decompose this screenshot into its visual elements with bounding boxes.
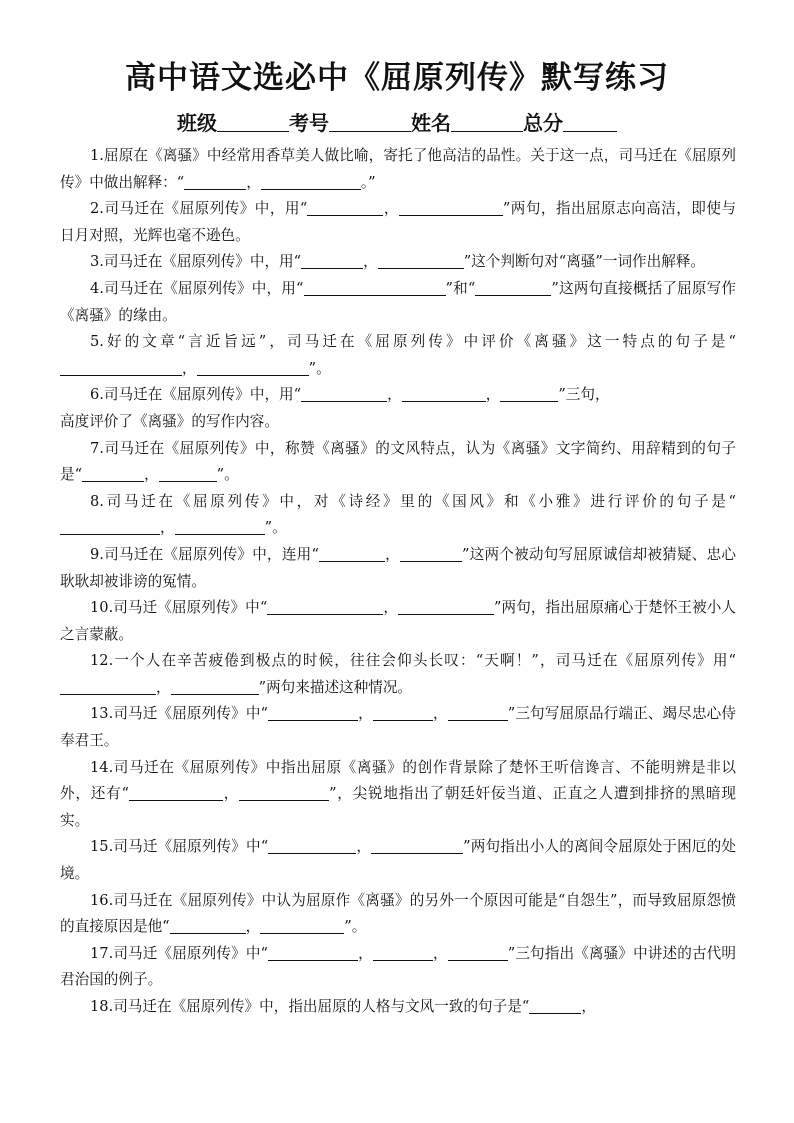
answer-blank[interactable]: [373, 944, 433, 961]
question-text: ，: [387, 386, 402, 404]
question-7: [60, 436, 736, 489]
question-text: 18.司马迁在《屈原列传》中，指出屈原的人格与文风一致的句子是“: [90, 998, 530, 1015]
answer-blank[interactable]: [371, 837, 463, 854]
question-text: 16.司马迁在《屈原列传》中认为屈原作《离骚》的另外一个原因可能是“自怨生”，而导致屈原怨愤的直接原因是他“: [60, 891, 736, 936]
answer-blank[interactable]: [239, 784, 329, 801]
answer-blank[interactable]: [301, 385, 387, 402]
answer-blank[interactable]: [304, 279, 446, 296]
question-text: ”两句指出小人的离间令屈原处于困厄的处境。: [60, 838, 736, 883]
question-text: ”。: [264, 519, 287, 537]
question-text: ，: [432, 705, 448, 723]
answer-blank[interactable]: [448, 704, 508, 721]
question-text: 3.司马迁在《屈原列传》中，用“: [90, 253, 302, 271]
question-14: [60, 755, 736, 835]
answer-blank[interactable]: [60, 518, 160, 535]
question-text: ，: [144, 466, 159, 484]
answer-blank[interactable]: [129, 784, 223, 801]
answer-blank[interactable]: [60, 678, 156, 695]
answer-blank[interactable]: [184, 173, 246, 190]
question-text: ，: [383, 200, 399, 218]
question-text: ，: [356, 838, 372, 856]
answer-blank[interactable]: [500, 385, 558, 402]
answer-blank[interactable]: [268, 944, 358, 961]
answer-blank[interactable]: [307, 199, 383, 216]
answer-blank[interactable]: [529, 997, 581, 1014]
question-text: 8.司马迁在《屈原列传》中，对《诗经》里的《国风》和《小雅》进行评价的句子是“: [90, 492, 736, 510]
question-10: [60, 595, 736, 648]
question-text: ，: [156, 678, 171, 696]
name-blank[interactable]: [451, 111, 523, 132]
question-16: [60, 888, 736, 941]
answer-blank[interactable]: [261, 173, 361, 190]
question-8: [60, 489, 736, 542]
question-text: 6.司马迁在《屈原列传》中，用“: [90, 386, 302, 404]
question-text: ，: [363, 253, 378, 271]
question-6: [60, 382, 736, 435]
question-text: ”。: [344, 918, 367, 936]
question-text: ，: [383, 599, 399, 617]
question-text: 。”: [360, 173, 376, 191]
student-info-line: [0, 108, 794, 138]
answer-blank[interactable]: [268, 837, 356, 854]
question-text: ，: [182, 359, 197, 377]
question-text: ，: [581, 998, 596, 1015]
name-label: 姓名: [411, 111, 451, 135]
question-4: [60, 276, 736, 329]
answer-blank[interactable]: [398, 598, 494, 615]
answer-blank[interactable]: [399, 199, 503, 216]
question-text: 17.司马迁《屈原列传》中“: [90, 944, 269, 962]
question-text: ，: [358, 944, 373, 962]
question-text: ”两句，指出屈原志向高洁，即使与日月对照，光辉也毫不逊色。: [60, 200, 736, 244]
answer-blank[interactable]: [260, 917, 344, 934]
question-text: 14.司马迁在《屈原列传》中指出屈原《离骚》的创作背景除了楚怀王听信谗言、不能明辨是非以外，还有“: [60, 758, 736, 803]
question-13: [60, 701, 736, 754]
question-text: ”这两个被动句写屈原诚信却被猜疑、忠心耿耿却被诽谤的冤情。: [60, 545, 736, 590]
answer-blank[interactable]: [159, 465, 217, 482]
answer-blank[interactable]: [267, 598, 383, 615]
answer-blank[interactable]: [373, 704, 433, 721]
answer-blank[interactable]: [175, 518, 265, 535]
question-text: ”，尖锐地指出了朝廷奸佞当道、正直之人遭到排挤的黑暗现实。: [60, 785, 736, 829]
question-1: [60, 143, 736, 196]
class-blank[interactable]: [217, 111, 289, 132]
question-text: 2.司马迁在《屈原列传》中，用“: [90, 200, 308, 218]
answer-blank[interactable]: [60, 359, 182, 376]
answer-blank[interactable]: [319, 545, 385, 562]
question-18: [60, 994, 736, 1021]
question-17: [60, 941, 736, 994]
question-text: ”三句，: [558, 386, 610, 404]
page-title: 高中语文选必中《屈原列传》默写练习: [125, 60, 669, 96]
question-9: [60, 542, 736, 595]
question-text: 7.司马迁在《屈原列传》中，称赞《离骚》的文风特点，认为《离骚》文字简约、用辞精到的句子是“: [60, 439, 736, 484]
question-text: 12.一个人在辛苦疲倦到极点的时候，往往会仰头长叹：“天啊！”，司马迁在《屈原列传》用“: [90, 652, 736, 670]
question-15: [60, 834, 736, 887]
answer-blank[interactable]: [197, 359, 309, 376]
question-list: [60, 143, 736, 1021]
question-text: ，: [160, 519, 175, 537]
question-text: 5.好的文章“言近旨远”，司马迁在《屈原列传》中评价《离骚》这一特点的句子是“: [90, 333, 736, 351]
question-text: ，: [432, 944, 448, 962]
question-text: ”三句写屈原品行端正、竭尽忠心侍奉君王。: [60, 705, 737, 750]
question-5: [60, 329, 736, 382]
question-3: [60, 249, 736, 276]
question-text: ，: [358, 705, 373, 723]
answer-blank[interactable]: [268, 704, 358, 721]
answer-blank[interactable]: [475, 279, 551, 296]
question-text: 13.司马迁《屈原列传》中“: [90, 705, 269, 723]
answer-blank[interactable]: [301, 252, 363, 269]
answer-blank[interactable]: [82, 465, 144, 482]
answer-blank[interactable]: [378, 252, 464, 269]
question-text: ”这个判断句对“离骚”一词作出解释。: [463, 253, 706, 271]
answer-blank[interactable]: [400, 545, 462, 562]
question-12: [60, 648, 736, 701]
question-text: ，: [245, 918, 261, 936]
exam-number-label: 考号: [289, 111, 329, 135]
question-text: ”和“: [445, 279, 476, 297]
question-text: ，: [222, 785, 240, 803]
question-text: 15.司马迁《屈原列传》中“: [90, 838, 269, 856]
answer-blank[interactable]: [402, 385, 486, 402]
question-2: [60, 196, 736, 249]
question-text: 1.屈原在《离骚》中经常用香草美人做比喻，寄托了他高洁的品性。关于这一点，司马迁在《屈原列传》中做出解释：“: [60, 147, 736, 191]
answer-blank[interactable]: [448, 944, 508, 961]
exam-number-blank[interactable]: [329, 111, 411, 132]
question-text: ，: [246, 173, 261, 191]
question-text: ”两句来描述这种情况。: [258, 678, 413, 696]
question-text: ”。: [216, 466, 239, 484]
question-text: 高度评价了《离骚》的写作内容。: [60, 412, 279, 430]
question-text: ，: [485, 386, 501, 404]
question-text: ”。: [308, 359, 331, 377]
question-text: ”三句指出《离骚》中讲述的古代明君治国的例子。: [60, 944, 737, 989]
question-text: 4.司马迁在《屈原列传》中，用“: [90, 279, 304, 297]
question-text: ”这两句直接概括了屈原写作《离骚》的缘由。: [60, 279, 736, 324]
score-blank[interactable]: [563, 111, 617, 132]
answer-blank[interactable]: [170, 917, 246, 934]
question-text: 9.司马迁在《屈原列传》中，连用“: [90, 545, 319, 563]
question-text: 10.司马迁《屈原列传》中“: [90, 599, 268, 617]
class-label: 班级: [177, 111, 217, 135]
question-text: ，: [384, 545, 400, 563]
answer-blank[interactable]: [171, 678, 259, 695]
score-label: 总分: [523, 111, 563, 135]
question-text: ”两句，指出屈原痛心于楚怀王被小人之言蒙蔽。: [60, 599, 736, 643]
